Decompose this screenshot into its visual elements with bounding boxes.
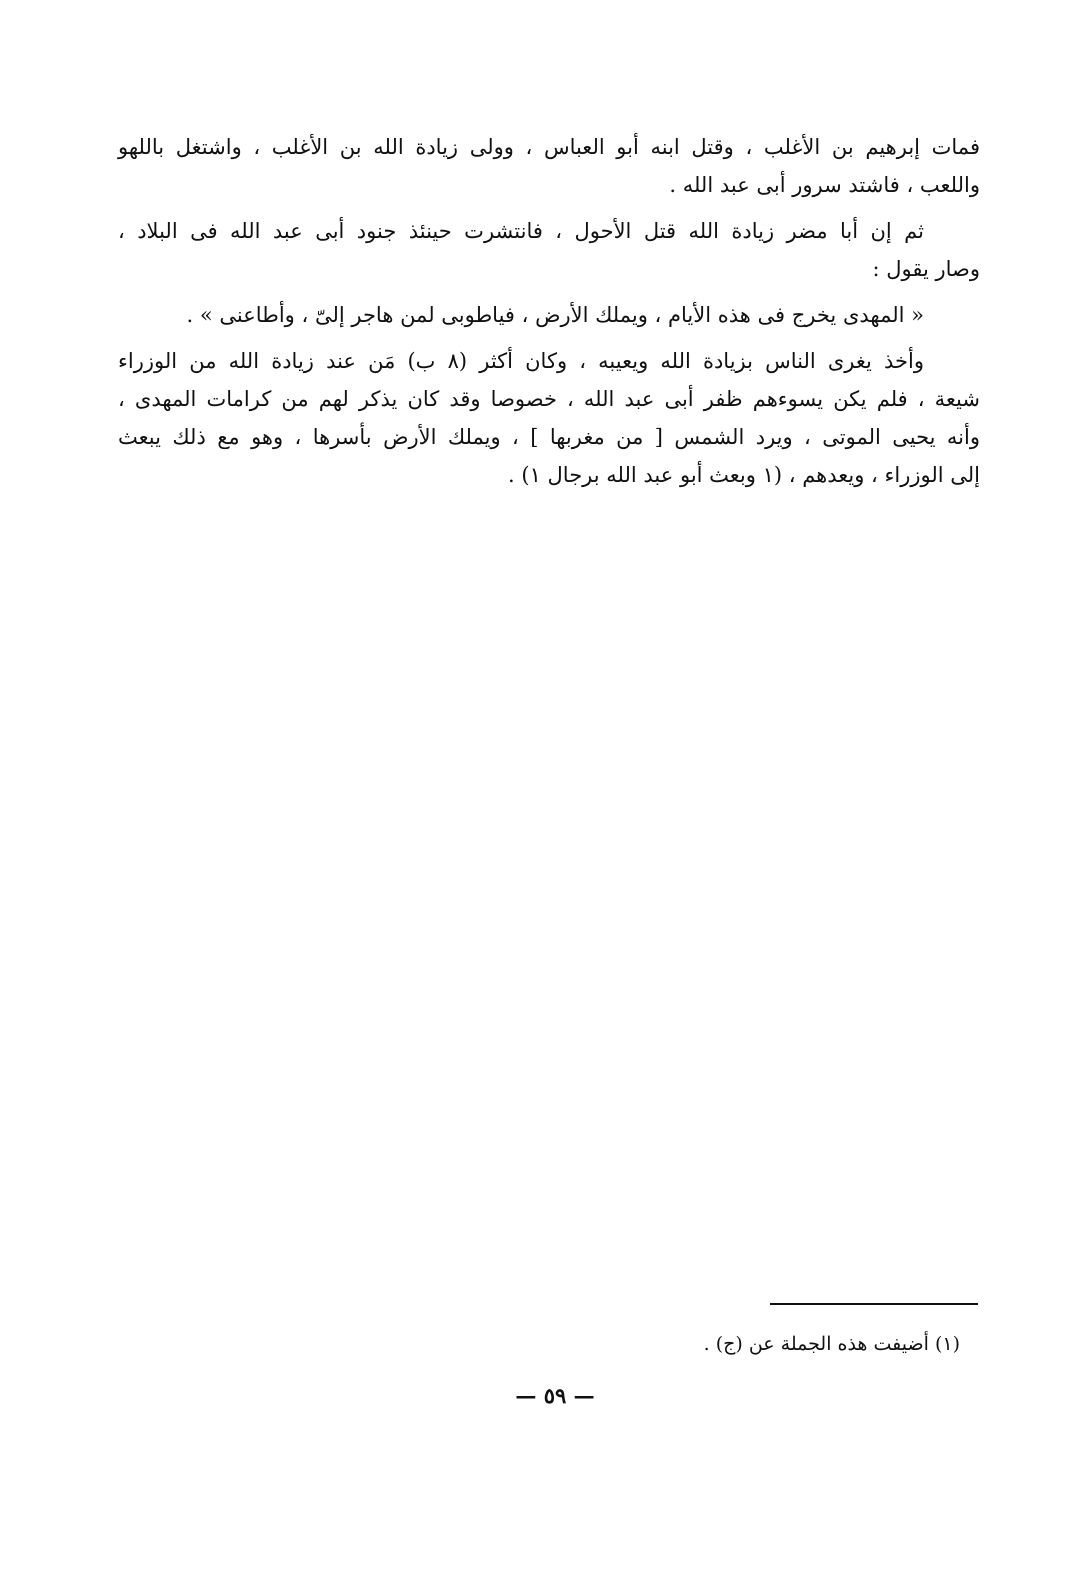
paragraph-3-quote	[118, 296, 980, 334]
footnote: (١) أضيفت هذه الجملة عن (ج) .	[703, 1333, 960, 1355]
text-line: وأخذ يغرى الناس بزيادة الله ويعيبه ، وكان أكثر (٨ ب) مَن عند زيادة الله من الوزراء	[118, 349, 924, 373]
page-number: — ٥٩ —	[515, 1383, 595, 1408]
text-line: واللعب ، فاشتد سرور أبى عبد الله .	[669, 173, 980, 197]
paragraph-4	[118, 342, 980, 494]
text-line: وأنه يحيى الموتى ، ويرد الشمس [ من مغربها ] ، ويملك الأرض بأسرها ، وهو مع ذلك يبعث	[118, 425, 980, 449]
body-text	[118, 128, 980, 502]
paragraph-1	[118, 128, 980, 204]
footnote-divider	[770, 1303, 978, 1305]
text-line: إلى الوزراء ، ويعدهم ، (١ وبعث أبو عبد الله برجال ١) .	[508, 463, 980, 487]
text-line: شيعة ، فلم يكن يسوءهم ظفر أبى عبد الله ، خصوصا وقد كان يذكر لهم من كرامات المهدى ،	[118, 387, 980, 411]
text-line: وصار يقول :	[872, 257, 980, 281]
text-line: فمات إبرهيم بن الأغلب ، وقتل ابنه أبو العباس ، وولى زيادة الله بن الأغلب ، واشتغل باللهو	[118, 135, 980, 159]
text-line: ثم إن أبا مضر زيادة الله قتل الأحول ، فانتشرت حينئذ جنود أبى عبد الله فى البلاد ،	[118, 219, 924, 243]
paragraph-2	[118, 212, 980, 288]
text-line: « المهدى يخرج فى هذه الأيام ، ويملك الأرض ، فياطوبى لمن هاجر إلىّ ، وأطاعنى » .	[186, 303, 924, 327]
